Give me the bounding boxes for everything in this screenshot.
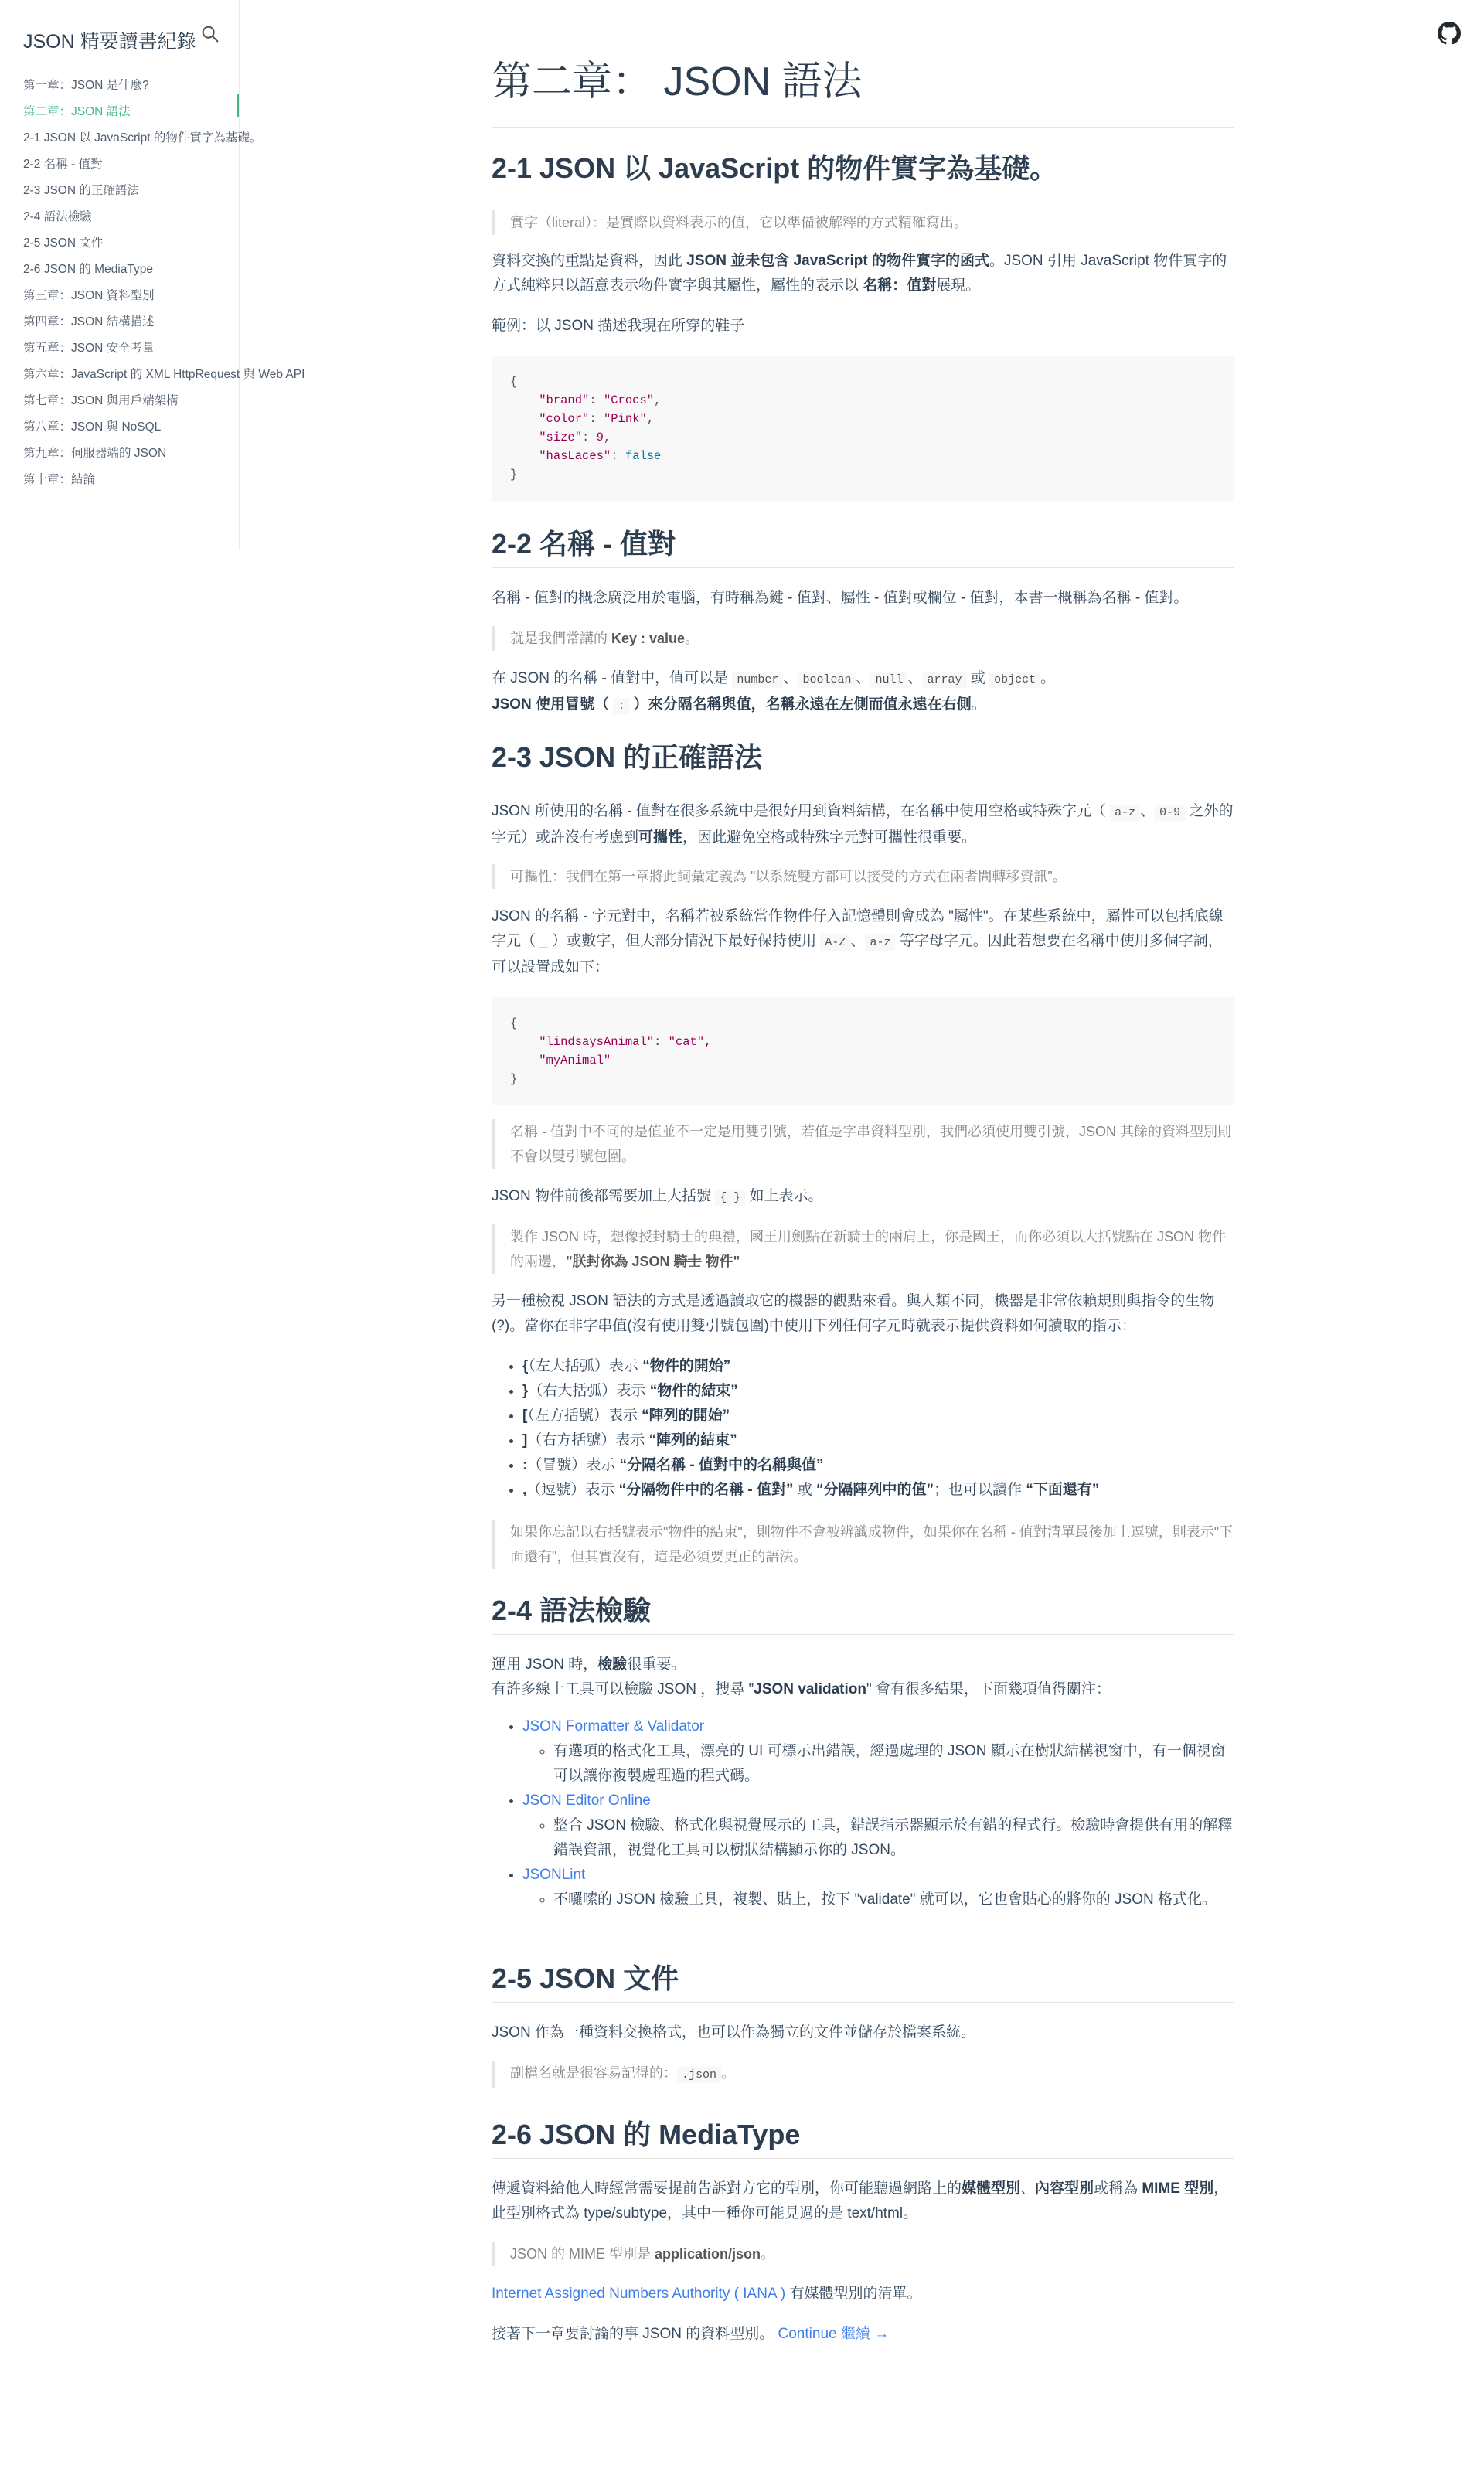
- blockquote-knight: [492, 1224, 1234, 1274]
- text: （左方括號）表示: [527, 1408, 642, 1424]
- text: 。: [721, 2065, 736, 2081]
- heading-2-3: 2-3 JSON 的正確語法: [492, 740, 1234, 781]
- inline-code: object: [989, 672, 1040, 688]
- code-value: "Crocs": [603, 393, 655, 407]
- link-jsonlint[interactable]: JSONLint: [522, 1867, 586, 1883]
- sidebar-item-chapter-1[interactable]: 第一章：JSON 是什麼?: [23, 79, 149, 92]
- text: 、: [1020, 2180, 1036, 2197]
- text: 。: [761, 2246, 775, 2262]
- inline-code: a-z: [865, 934, 895, 951]
- link-json-formatter[interactable]: JSON Formatter & Validator: [522, 1718, 705, 1734]
- sidebar-item-chapter-6[interactable]: 第六章：JavaScript 的 XML HttpRequest 與 Web API: [23, 368, 305, 381]
- list-item: [522, 1863, 1234, 1912]
- text: 。: [971, 696, 986, 713]
- text-strong: 名稱：值對: [863, 277, 937, 294]
- paragraph-example: 範例：以 JSON 描述我現在所穿的鞋子: [492, 318, 745, 334]
- inline-code: a-z: [1110, 805, 1140, 821]
- text: 或: [966, 670, 990, 686]
- text: JSON 的名稱 - 字元對中，名稱若被系統當作物件仔入記憶體則會成為 "屬性"。在某些系統中，屬性可以包括底線字元（ _ ）或數字，但大部分情況下最好保持使用: [492, 908, 1224, 949]
- text: 接著下一章要討論的事 JSON 的資料型別。: [492, 2326, 778, 2342]
- sidebar: [0, 0, 305, 550]
- text-strong: 可攜性: [638, 829, 683, 846]
- text-strong: JSON 使用冒號（: [492, 696, 614, 713]
- heading-2-6: 2-6 JSON 的 MediaType: [492, 2118, 1234, 2159]
- text-strong: “物件的結束”: [649, 1383, 738, 1399]
- list-item: [522, 1354, 1234, 1379]
- text: 或稱為: [1094, 2180, 1142, 2197]
- blockquote-extension: [492, 2061, 1234, 2088]
- text: 、: [907, 670, 923, 686]
- text: 很重要。: [627, 1656, 686, 1673]
- code-value: "Pink": [603, 412, 647, 426]
- sidebar-item-2-4[interactable]: 2-4 語法檢驗: [23, 210, 92, 223]
- text: 副檔名就是很容易記得的：: [510, 2065, 677, 2081]
- text: 之外的字元）或許沒有考慮到: [492, 803, 1234, 846]
- text: 有許多線上工具可以檢驗 JSON ，搜尋 ": [492, 1681, 754, 1697]
- paragraph-2-3-intro: [492, 799, 1234, 850]
- code-key: "size": [539, 431, 583, 444]
- quote-text: 製作 JSON 時，想像授封騎士的典禮，國王用劍點在新騎士的兩肩上，你是國王，而你必須以大括號點在 JSON 物件的兩邊，: [510, 1229, 1227, 1269]
- blockquote-mime: [492, 2242, 1234, 2266]
- sidebar-item-chapter-7[interactable]: 第七章：JSON 與用戶端架構: [23, 394, 179, 407]
- title-divider: [492, 127, 1234, 128]
- continue-link[interactable]: Continue 繼續 →: [778, 2326, 890, 2342]
- list-item: [522, 1428, 1234, 1453]
- syntax-symbol-list: [492, 1354, 1234, 1503]
- code-key: "brand": [539, 393, 590, 407]
- active-item-indicator: [237, 94, 239, 117]
- link-json-editor-online[interactable]: JSON Editor Online: [522, 1792, 651, 1809]
- paragraph-media-type: [492, 2177, 1234, 2226]
- code-key: "hasLaces": [539, 449, 611, 463]
- inline-code: array: [923, 672, 967, 688]
- list-item: ◦ 整合 JSON 檢驗、格式化與視覺展示的工具，錯誤指示器顯示於有錯的程式行。檢驗時會提供有用的解釋錯誤資訊，視覺化工具可以樹狀結構顯示你的 JSON。: [553, 1813, 1234, 1863]
- text: 等字母字元。因此若想要在名稱中使用多個字詞，可以設置成如下：: [492, 933, 1223, 975]
- text: 運用 JSON 時，: [492, 1656, 598, 1673]
- text: （右方括號）表示: [527, 1432, 649, 1448]
- blockquote-key-value: [492, 626, 1234, 651]
- text: 。: [685, 631, 699, 646]
- paragraph-json-file: JSON 作為一種資料交換格式，也可以作為獨立的文件並儲存於檔案系統。: [492, 2024, 975, 2041]
- sidebar-item-chapter-10[interactable]: 第十章：結論: [23, 473, 96, 486]
- text: ，此型別格式為 type/subtype，其中一種你可能見過的是 text/html。: [492, 2180, 1229, 2221]
- text-strong: application/json: [655, 2246, 761, 2262]
- quote-text: 名稱 - 值對中不同的是值並不一定是用雙引號，若值是字串資料型別，我們必須使用雙引號，JSON 其餘的資料型別則不會以雙引號包圍。: [510, 1124, 1231, 1164]
- sidebar-item-2-6[interactable]: 2-6 JSON 的 MediaType: [23, 263, 153, 276]
- symbol: ]: [522, 1432, 528, 1448]
- text-strong: ）來分隔名稱與值，名稱永遠在左側而值永遠在右側: [629, 696, 972, 713]
- inline-code: number: [732, 672, 783, 688]
- code-line: "myAnimal": [539, 1054, 611, 1067]
- list-item: ◦ 有選項的格式化工具，漂亮的 UI 可標示出錯誤，經過處理的 JSON 顯示在樹狀結構視窗中，有一個視窗可以讓你複製處理過的程式碼。: [553, 1739, 1234, 1789]
- text-strong: 物件": [701, 1254, 740, 1269]
- text-strong: MIME 型別: [1142, 2180, 1214, 2197]
- heading-2-2: 2-2 名稱 - 值對: [492, 527, 1234, 568]
- blockquote-literal: [492, 210, 1234, 235]
- list-item: [522, 1379, 1234, 1404]
- code-value: false: [625, 449, 662, 463]
- sidebar-item-2-1[interactable]: 2-1 JSON 以 JavaScript 的物件實字為基礎。: [23, 131, 262, 145]
- quote-text: 實字（literal）：是實際以資料表示的值，它以準備被解釋的方式精確寫出。: [510, 215, 968, 230]
- text-strong: “下面還有”: [1026, 1482, 1100, 1498]
- text: （冒號）表示: [527, 1457, 620, 1473]
- text: ，因此避免空格或特殊字元對可攜性很重要。: [682, 829, 977, 846]
- paragraph-next-chapter: [492, 2322, 1234, 2347]
- text: 資料交換的重點是資料，因此: [492, 253, 687, 269]
- inline-code: :: [613, 698, 629, 714]
- text: 在 JSON 的名稱 - 值對中，值可以是: [492, 670, 733, 686]
- symbol: ,: [522, 1482, 527, 1498]
- code-key: "color": [539, 412, 590, 426]
- text: JSON 的 MIME 型別是: [510, 2246, 655, 2262]
- text: 、: [783, 670, 798, 686]
- text: 有媒體型別的清單。: [785, 2286, 922, 2302]
- inline-code: boolean: [798, 672, 856, 688]
- text: 展現。: [936, 277, 981, 294]
- code-block-animal: { "lindsaysAnimal": "cat", "myAnimal" }: [492, 997, 1234, 1105]
- text: 、: [850, 933, 866, 949]
- inline-code: .json: [677, 2067, 721, 2083]
- heading-2-4: 2-4 語法檢驗: [492, 1594, 1234, 1635]
- text: 如上表示。: [745, 1188, 823, 1204]
- paragraph-braces: [492, 1184, 1234, 1210]
- text-strong: “陣列的結束”: [648, 1432, 737, 1448]
- inline-code: null: [870, 672, 907, 688]
- paragraph-value-types: [492, 666, 1234, 719]
- list-item: [522, 1453, 1234, 1478]
- blockquote-portability: [492, 864, 1234, 889]
- text-strong: JSON validation: [754, 1681, 866, 1697]
- inline-code: A-Z: [820, 934, 850, 951]
- text-strong: JSON 並未包含 JavaScript 的物件實字的函式: [686, 253, 989, 269]
- code-block-shoes: { "brand": "Crocs", "color": "Pink", "size": 9, "hasLaces": false }: [492, 356, 1234, 502]
- text: （逗號）表示: [526, 1482, 619, 1498]
- app-name[interactable]: JSON 精要讀書紀錄: [23, 31, 196, 53]
- text-strong: “物件的開始”: [642, 1358, 731, 1374]
- search-icon[interactable]: [199, 23, 221, 45]
- text-strong: “分隔陣列中的值”: [816, 1482, 934, 1498]
- code-line: "lindsaysAnimal": "cat",: [539, 1035, 712, 1049]
- heading-2-1: 2-1 JSON 以 JavaScript 的物件實字為基礎。: [492, 151, 1234, 192]
- paragraph-2-1-intro: [492, 249, 1234, 298]
- text: 。: [1040, 670, 1056, 686]
- blockquote-quotes: [492, 1119, 1234, 1169]
- text-strikethrough: 騎士: [673, 1254, 702, 1269]
- list-item: [522, 1404, 1234, 1428]
- text: （右大括弧）表示: [528, 1383, 650, 1399]
- symbol: [: [522, 1408, 528, 1424]
- text-strong: “分隔名稱 - 值對中的名稱與值”: [619, 1457, 824, 1473]
- text-strong: "朕封你為 JSON: [566, 1254, 674, 1269]
- heading-2-5: 2-5 JSON 文件: [492, 1962, 1234, 2003]
- text-strong: 內容型別: [1035, 2180, 1094, 2197]
- paragraph-iana: [492, 2282, 1234, 2306]
- text-strong: Key : value: [611, 631, 686, 646]
- text-strong: 檢驗: [597, 1656, 628, 1673]
- paragraph-2-2-intro: 名稱 - 值對的概念廣泛用於電腦，有時稱為鍵 - 值對、屬性 - 值對或欄位 - 值對，本書一概稱為名稱 - 值對。: [492, 590, 1189, 606]
- list-item: [522, 1478, 1234, 1503]
- sidebar-item-chapter-3[interactable]: 第三章：JSON 資料型別: [23, 289, 155, 302]
- text: 就是我們常講的: [510, 631, 612, 646]
- sidebar-item-chapter-5[interactable]: 第五章：JSON 安全考量: [23, 342, 155, 355]
- sidebar-item-chapter-9[interactable]: 第九章：伺服器端的 JSON: [23, 447, 167, 460]
- symbol: {: [522, 1358, 529, 1374]
- text: 。JSON 引用 JavaScript 物件實字的方式純粹只以語意表示物件實字與其屬性，屬性的表示以: [492, 253, 1227, 294]
- text-strong: “陣列的開始”: [642, 1408, 730, 1424]
- quote-text: 可攜性：我們在第一章將此詞彙定義為 "以系統雙方都可以接受的方式在兩者間轉移資訊"。: [510, 869, 1067, 884]
- text: （左大括弧）表示: [528, 1358, 643, 1374]
- github-icon[interactable]: [1438, 22, 1461, 45]
- symbol: }: [522, 1383, 529, 1399]
- text: 傳遞資料給他人時經常需要提前告訴對方它的型別，你可能聽過網路上的: [492, 2180, 962, 2197]
- list-item: [522, 1789, 1234, 1863]
- sidebar-item-2-5[interactable]: 2-5 JSON 文件: [23, 237, 104, 250]
- text: " 會有很多結果，下面幾項值得關注：: [866, 1681, 1111, 1697]
- text: ；也可以讀作: [934, 1482, 1026, 1498]
- sidebar-item-chapter-4[interactable]: 第四章：JSON 結構描述: [23, 315, 155, 328]
- text: JSON 所使用的名稱 - 值對在很多系統中是很好用到資料結構，在名稱中使用空格或特殊字元（: [492, 803, 1111, 819]
- code-value: 9: [596, 431, 604, 444]
- symbol: :: [522, 1457, 528, 1473]
- text-strong: “分隔物件中的名稱 - 值對”: [618, 1482, 794, 1498]
- link-iana[interactable]: Internet Assigned Numbers Authority ( IANA ): [492, 2286, 786, 2302]
- quote-text: 如果你忘記以右括號表示"物件的結束"，則物件不會被辨識成物件，如果你在名稱 - 值對清單最後加上逗號，則表示"下面還有"，但其實沒有，這是必須要更正的語法。: [510, 1524, 1234, 1564]
- list-item: ◦ 不囉嗦的 JSON 檢驗工具，複製、貼上，按下 "validate" 就可以，它也會貼心的將你的 JSON 格式化。: [553, 1888, 1234, 1912]
- text-strong: 媒體型別: [962, 2180, 1021, 2197]
- page-title: 第二章： JSON 語法: [492, 60, 863, 104]
- sidebar-item-chapter-8[interactable]: 第八章：JSON 與 NoSQL: [23, 420, 162, 434]
- validator-tool-list: [492, 1714, 1234, 1912]
- text: 或: [793, 1482, 817, 1498]
- list-item: [522, 1714, 1234, 1789]
- text: 、: [1140, 803, 1156, 819]
- text: JSON 物件前後都需要加上大括號: [492, 1188, 716, 1204]
- paragraph-property-names: [492, 904, 1234, 980]
- paragraph-validation: [492, 1653, 1234, 1702]
- inline-code: { }: [715, 1190, 745, 1206]
- paragraph-machine-view: 另一種檢視 JSON 語法的方式是透過讀取它的機器的觀點來看。與人類不同，機器是非常依賴規則與指令的生物(?)。當你在非字串值(沒有使用雙引號包圍)中使用下列任何字元時就表示提供資料如何讀取的指示：: [492, 1293, 1215, 1334]
- sidebar-item-chapter-2[interactable]: 第二章：JSON 語法: [23, 105, 131, 118]
- text: 、: [856, 670, 871, 686]
- table-of-contents: [23, 73, 305, 493]
- blockquote-trailing-comma: [492, 1520, 1234, 1569]
- sidebar-item-2-2[interactable]: 2-2 名稱 - 值對: [23, 158, 103, 171]
- inline-code: 0-9: [1155, 805, 1185, 821]
- sidebar-item-2-3[interactable]: 2-3 JSON 的正確語法: [23, 184, 139, 197]
